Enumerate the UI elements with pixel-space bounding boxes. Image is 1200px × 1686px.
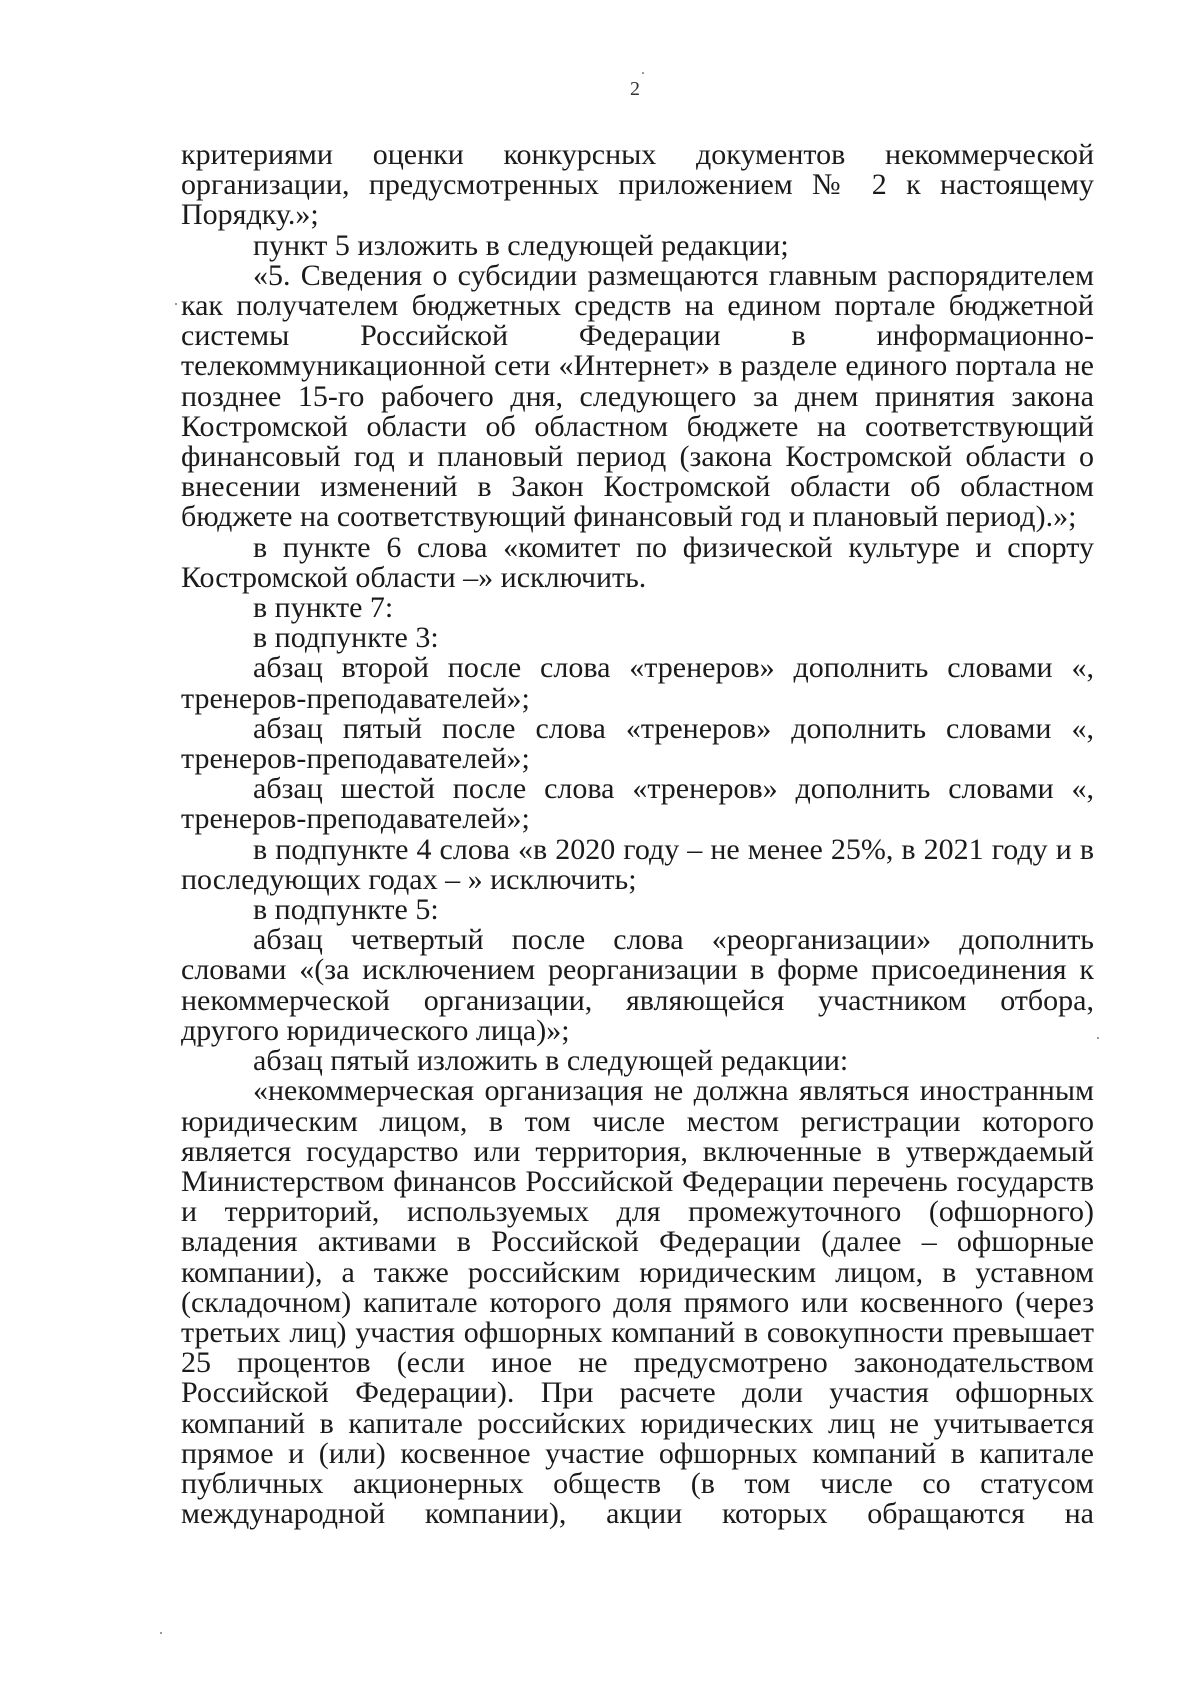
paragraph-point-7: в пункте 7: (253, 591, 394, 625)
paragraph-criteria-continuation: критериями оценки конкурсных документов некоммерческой организации, предусмотренных приложением № 2 к настоящему Порядку.»; (181, 138, 1094, 232)
scan-speck (1097, 1037, 1099, 1039)
paragraph-point-6: в пункте 6 слова «комитет по физической культуре и спорту Костромской области –» исключить. (181, 530, 1094, 594)
paragraph-subpoint-4: в подпункте 4 слова «в 2020 году – не менее 25%, в 2021 году и в последующих годах – » исключить; (181, 832, 1094, 896)
paragraph-subpoint-3-para-6: абзац шестой после слова «тренеров» дополнить словами «, тренеров-преподавателей»; (181, 772, 1094, 836)
page-number: 2 (630, 78, 640, 100)
paragraph-offshore-requirement: «некоммерческая организация не должна являться иностранным юридическим лицом, в том числе местом регистрации которого является государство или территория, включенные в утверждаемый Министерством финансов Российской Федерации перечень государств и территорий, используемых для промежуточного (офшорного) владения активами в Российской Федерации (далее – офшорные компании), а также российским юридическим лицом, в уставном (складочном) капитале которого доля прямого или косвенного (через третьих лиц) участия офшорных компаний в совокупности превышает 25 процентов (если иное не предусмотрено законодательством Российской Федерации). При расчете доли участия офшорных компаний в капитале российских юридических лиц не учитывается прямое и (или) косвенное участие офшорных компаний в капитале публичных акционерных обществ (в том числе со статусом международной компании), акции которых обращаются на (181, 1074, 1094, 1531)
document-body (181, 140, 1094, 1529)
paragraph-subpoint-5: в подпункте 5: (253, 893, 439, 927)
paragraph-subpoint-3: в подпункте 3: (253, 621, 439, 655)
paragraph-point-5-intro: пункт 5 изложить в следующей редакции; (253, 228, 789, 262)
paragraph-point-5-text: «5. Сведения о субсидии размещаются главным распорядителем как получателем бюджетных средств на едином портале бюджетной системы Российской Федерации в информационно-телекоммуникационной сети «Интернет» в разделе единого портала не позднее 15-го рабочего дня, следующего за днем принятия закона Костромской области об областном бюджете на соответствующий финансовый год и плановый период (закона Костромской области о внесении изменений в Закон Костромской области об областном бюджете на соответствующий финансовый год и плановый период).»; (181, 258, 1094, 534)
paragraph-subpoint-5-para-4: абзац четвертый после слова «реорганизации» дополнить словами «(за исключением реорганизации в форме присоединения к некоммерческой организации, являющейся участником отбора, другого юридического лица)»; (181, 923, 1094, 1047)
paragraph-subpoint-3-para-2: абзац второй после слова «тренеров» дополнить словами «, тренеров-преподавателей»; (181, 651, 1094, 715)
paragraph-subpoint-3-para-5: абзац пятый после слова «тренеров» дополнить словами «, тренеров-преподавателей»; (181, 711, 1094, 776)
scan-speck (642, 72, 644, 74)
paragraph-subpoint-5-para-5: абзац пятый изложить в следующей редакции: (253, 1044, 849, 1078)
scan-speck (160, 1632, 162, 1634)
scan-speck (175, 303, 177, 305)
